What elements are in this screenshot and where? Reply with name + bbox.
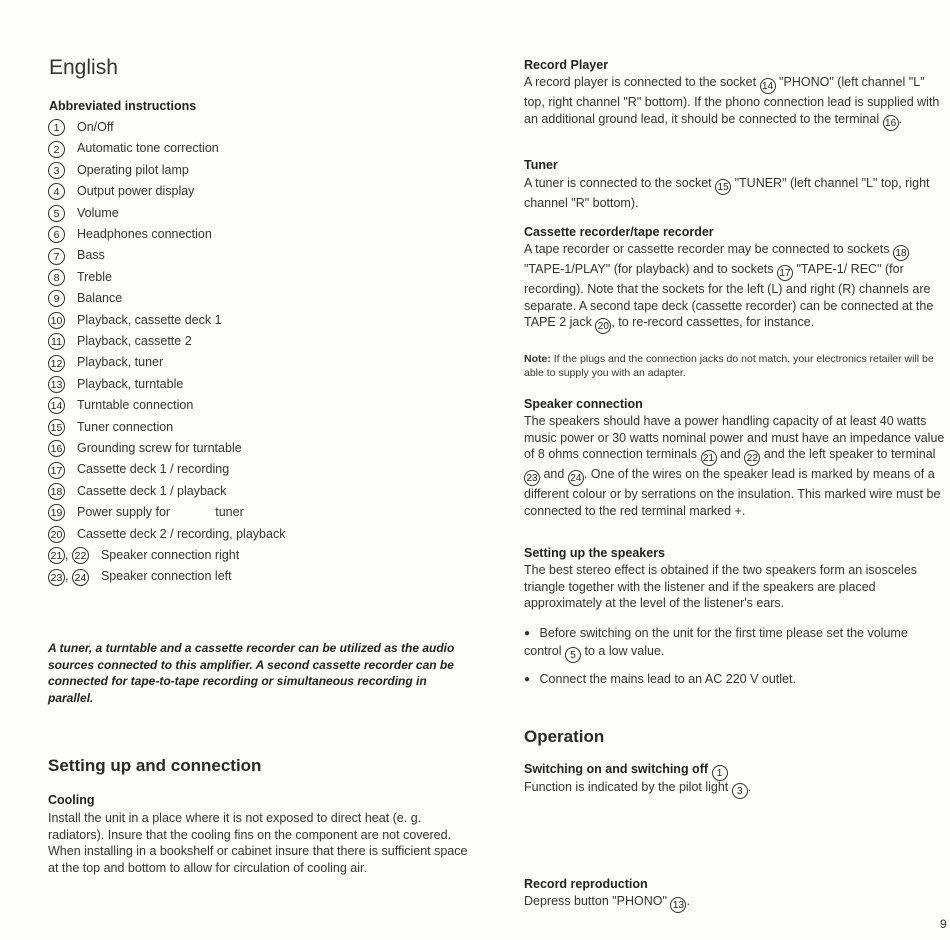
- instruction-item: [48, 460, 229, 478]
- ref-14: 14: [760, 78, 776, 94]
- instruction-item: [48, 161, 189, 179]
- instruction-item: [48, 118, 114, 136]
- tuner-title: Tuner: [524, 158, 558, 172]
- cassette-text-2: "TAPE-1/PLAY" (for playback) and to sockets: [524, 262, 774, 276]
- separator: ,: [65, 569, 72, 584]
- audio-sources-note: A tuner, a turntable and a cassette recorder can be utilized as the audio sources connected to this amplifier. A second cassette recorder can be connected for tape-to-tape recording or simultaneous recording in parallel.: [48, 641, 455, 705]
- item-label: Bass: [77, 248, 105, 263]
- record-reproduction-text-1: Depress button "PHONO": [524, 894, 667, 908]
- ref-23: 23: [524, 470, 540, 486]
- ref-21: 21: [701, 450, 717, 466]
- record-player-title: Record Player: [524, 58, 609, 72]
- instruction-item: [48, 289, 122, 307]
- record-player-text-1: A record player is connected to the socket: [524, 75, 757, 89]
- cassette-text-4: , to re-record cassettes, for instance.: [611, 315, 815, 329]
- ref-20: 20: [595, 318, 611, 334]
- item-label: Tuner connection: [77, 419, 174, 434]
- cassette-text: [524, 241, 946, 334]
- language-heading: English: [49, 56, 118, 79]
- item-number-circle: 22: [72, 547, 89, 564]
- item-label: Grounding screw for turntable: [77, 441, 242, 455]
- item-label: Power supply for tuner: [77, 505, 244, 520]
- instruction-item: [48, 332, 192, 350]
- item-number-circle: 7: [48, 248, 65, 265]
- ref-15: 15: [715, 179, 731, 195]
- bullet-volume: [524, 625, 946, 663]
- cassette-text-1: A tape recorder or cassette recorder may be connected to sockets: [524, 242, 890, 256]
- bullet-volume-text-2: to a low value.: [584, 643, 665, 658]
- item-label: Playback, cassette 2: [77, 334, 192, 348]
- item-label: Turntable connection: [77, 398, 194, 413]
- separator: ,: [65, 548, 72, 562]
- ref-1: 1: [712, 765, 728, 781]
- instruction-item: [48, 503, 244, 521]
- ref-24: 24: [568, 470, 584, 486]
- ref-3: 3: [732, 783, 748, 799]
- instruction-item: [48, 525, 285, 543]
- setup-section-title: Setting up and connection: [48, 756, 262, 775]
- item-label: Cassette deck 1 / playback: [77, 483, 227, 498]
- note-text: If the plugs and the connection jacks do not match, your electronics retailer will be able to supply you with an adapter.: [524, 353, 934, 379]
- item-number-circle: 15: [48, 419, 65, 436]
- record-reproduction-title: Record reproduction: [524, 877, 648, 891]
- instruction-item: [48, 353, 163, 371]
- instruction-item: [48, 268, 112, 286]
- instruction-item: [48, 311, 222, 329]
- cassette-text-3: "TAPE-1/ REC" (for recording). Note that the sockets for the left (L) and right (R) channels are separate. A second tape deck (cassette recorder) can be connected at the TAPE 2 jack: [524, 262, 934, 329]
- item-label: Playback, cassette deck 1: [77, 312, 222, 327]
- item-label: Speaker connection left: [100, 569, 232, 584]
- item-number-circle: 12: [48, 355, 65, 372]
- page-number: 9: [940, 917, 947, 931]
- instruction-item: [48, 396, 193, 414]
- instruction-item: [48, 246, 105, 264]
- setting-speakers-title: Setting up the speakers: [524, 546, 666, 560]
- item-number-circle: 17: [48, 462, 65, 479]
- item-label: Volume: [77, 205, 119, 220]
- item-label: Headphones connection: [77, 227, 212, 241]
- item-number-circle: 21: [48, 547, 65, 564]
- ref-17: 17: [777, 265, 793, 281]
- bullet-mains: [524, 671, 946, 689]
- operation-title: Operation: [524, 727, 605, 746]
- cooling-title: Cooling: [48, 793, 95, 807]
- switch-title-text: Switching on and switching off: [524, 762, 709, 776]
- adapter-note: [524, 352, 946, 380]
- item-number-circle: 3: [48, 162, 65, 179]
- item-label: Speaker connection right: [100, 548, 240, 562]
- record-player-text-2: "PHONO" (left channel "L" top, right channel "R" bottom). If the phono connection lead is supplied with an additional ground lead, it should be connected to the terminal: [524, 75, 940, 126]
- speaker-text-3: . One of the wires on the speaker lead is marked by means of a different colour or by serrations on the insulation. This marked wire must be connected to the red terminal marked +.: [524, 467, 941, 518]
- item-number-circle: 10: [48, 312, 65, 329]
- item-number-circle: 18: [48, 483, 65, 500]
- item-label: Playback, tuner: [77, 355, 164, 370]
- item-number-circle: 20: [48, 526, 65, 543]
- item-label: Playback, turntable: [77, 376, 184, 391]
- item-label: Automatic tone correction: [77, 141, 219, 156]
- record-reproduction-text: Depress button "PHONO" 13 .: [524, 894, 690, 911]
- speaker-text-2: and the left speaker to terminal: [763, 447, 936, 461]
- instruction-item: [48, 182, 194, 200]
- instruction-item-pair: [48, 567, 232, 585]
- record-player-text: A record player is connected to the socket 14 "PHONO" (left channel "L" top, right channel "R" bottom). If the phono connection lead is supplied with an additional ground lead, it should be connected to the terminal 16 .: [524, 75, 940, 129]
- ref-13: 13: [670, 897, 686, 913]
- note-label: Note:: [524, 353, 551, 365]
- item-number-circle: 8: [48, 269, 65, 286]
- item-label: Output power display: [77, 184, 195, 199]
- item-label: Balance: [77, 291, 123, 306]
- speaker-and-1: and: [719, 447, 741, 461]
- instruction-item: [48, 225, 212, 243]
- instruction-item: [48, 439, 242, 457]
- speaker-connection-text: [524, 413, 946, 519]
- setting-speakers-text: The best stereo effect is obtained if the two speakers form an isosceles triangle together with the listener and if the speakers are placed approximately at the level of the listener's ears.: [524, 563, 918, 610]
- item-number-circle: 14: [48, 397, 65, 414]
- bullet-mains-text: Connect the mains lead to an AC 220 V outlet.: [539, 672, 796, 686]
- speaker-connection-title: Speaker connection: [524, 397, 643, 411]
- item-number-circle: 4: [48, 183, 65, 200]
- switch-text: Function is indicated by the pilot light 3 .: [524, 780, 752, 797]
- item-number-circle: 13: [48, 376, 65, 393]
- item-number-circle: 2: [48, 141, 65, 158]
- speaker-and-2: and: [543, 467, 565, 481]
- cassette-title: Cassette recorder/tape recorder: [524, 225, 714, 239]
- instruction-item: [48, 482, 226, 500]
- item-number-circle: 24: [72, 569, 89, 586]
- instruction-item: [48, 375, 183, 393]
- item-label: Operating pilot lamp: [77, 162, 189, 177]
- ref-5: 5: [565, 647, 581, 663]
- switch-text-1: Function is indicated by the pilot light: [524, 780, 729, 794]
- instruction-item: [48, 204, 119, 222]
- cooling-text: Install the unit in a place where it is not exposed to direct heat (e. g. radiators). Insure that the cooling fins on the component are not covered. When installing in a bookshelf or cabinet insure that there is sufficient space at the top and bottom to allow for circulation of cooling air.: [48, 811, 468, 875]
- item-number-circle: 23: [48, 569, 65, 586]
- ref-16: 16: [883, 115, 899, 131]
- item-label: Cassette deck 2 / recording, playback: [77, 526, 286, 541]
- instruction-item-pair: [48, 546, 239, 564]
- instruction-item: [48, 418, 173, 436]
- item-label: Treble: [77, 269, 112, 284]
- bullet-volume-text-1: Before switching on the unit for the first time please set the volume control: [524, 626, 908, 658]
- speaker-text-1: The speakers should have a power handling capacity of at least 40 watts music power or 30 watts nominal power and must have an impedance value of 8 ohms connection terminals: [524, 414, 945, 461]
- item-number-circle: 6: [48, 226, 65, 243]
- item-number-circle: 1: [48, 119, 65, 136]
- item-number-circle: 11: [48, 333, 65, 350]
- item-number-circle: 19: [48, 504, 65, 521]
- tuner-text: [524, 175, 944, 212]
- tuner-text-1: A tuner is connected to the socket: [524, 176, 712, 190]
- item-number-circle: 9: [48, 290, 65, 307]
- item-label: Cassette deck 1 / recording: [77, 462, 230, 477]
- item-label: On/Off: [77, 120, 114, 134]
- tuner-text-2: "TUNER" (left channel "L" top, right channel "R" bottom).: [524, 176, 930, 210]
- abbreviated-instructions-title: Abbreviated instructions: [49, 99, 197, 113]
- item-number-circle: 16: [48, 440, 65, 457]
- instruction-item: [48, 139, 219, 157]
- ref-22: 22: [744, 450, 760, 466]
- ref-18: 18: [893, 245, 909, 261]
- item-number-circle: 5: [48, 205, 65, 222]
